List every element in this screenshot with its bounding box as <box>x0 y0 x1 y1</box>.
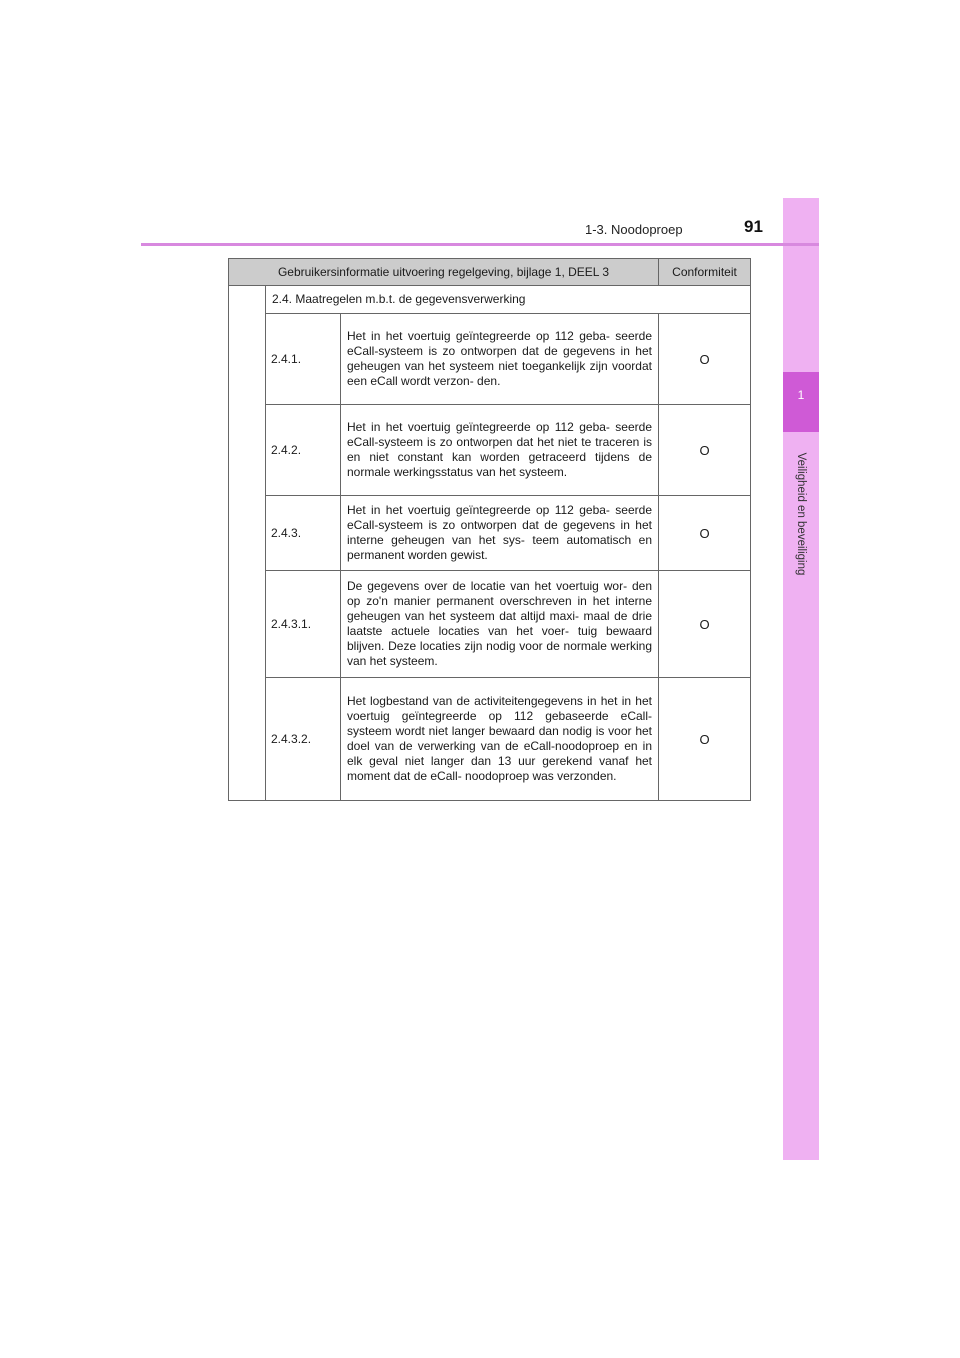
table-header-row <box>229 259 751 286</box>
header-rule <box>141 243 819 246</box>
regulation-table <box>228 258 751 801</box>
table-row <box>229 405 751 496</box>
row-number: 2.4.3.2. <box>266 678 341 801</box>
row-conformity: O <box>659 678 751 801</box>
group-title: 2.4. Maatregelen m.b.t. de gegevensverwerking <box>266 286 751 314</box>
row-number: 2.4.3. <box>266 496 341 571</box>
row-number: 2.4.3.1. <box>266 571 341 678</box>
page-number: 91 <box>744 217 763 236</box>
row-conformity: O <box>659 496 751 571</box>
column-header-conformity: Conformiteit <box>659 259 751 286</box>
row-text: Het in het voertuig geïntegreerde op 112 geba- seerde eCall-systeem is zo ontworpen dat de gegevens in het geheugen van het systeem niet toegankelijk zijn voordat een eCall wordt verzon- den. <box>341 314 659 405</box>
row-conformity: O <box>659 405 751 496</box>
chapter-title: Veiligheid en beveiliging <box>795 452 807 576</box>
table-row <box>229 678 751 801</box>
row-text: Het in het voertuig geïntegreerde op 112 geba- seerde eCall-systeem is zo ontworpen dat het niet te traceren is en niet constant kan worden getraceerd tijdens de normale werkingsstatus van het systeem. <box>341 405 659 496</box>
row-conformity: O <box>659 314 751 405</box>
column-header-info: Gebruikersinformatie uitvoering regelgeving, bijlage 1, DEEL 3 <box>229 259 659 286</box>
table-row <box>229 571 751 678</box>
row-number: 2.4.2. <box>266 405 341 496</box>
row-conformity: O <box>659 571 751 678</box>
row-text: De gegevens over de locatie van het voertuig wor- den op zo'n manier permanent overschreven in het interne geheugen van het systeem dat altijd maxi- maal de drie laatste actuele locaties van het voer- tuig bewaard blijven. Deze locaties zijn nodig voor de normale werking van het systeem. <box>341 571 659 678</box>
table-row <box>229 496 751 571</box>
section-title: 1-3. Noodoproep <box>585 222 683 237</box>
chapter-indicator <box>783 372 819 432</box>
chapter-side-tab <box>783 198 819 1160</box>
row-text: Het logbestand van de activiteitengegevens in het in het voertuig geïntegreerde op 112 gebaseerde eCall-systeem wordt niet langer bewaard dan nodig is voor het doel van de verwerking van de eCall-noodoproep en in elk geval niet langer dan 13 uur gerekend vanaf het moment dat de eCall- noodoproep was verzonden. <box>341 678 659 801</box>
row-number: 2.4.1. <box>266 314 341 405</box>
indent-cell <box>229 286 266 801</box>
table-row <box>229 314 751 405</box>
chapter-number: 1 <box>797 388 805 402</box>
group-row <box>229 286 751 314</box>
row-text: Het in het voertuig geïntegreerde op 112 geba- seerde eCall-systeem is zo ontworpen dat de gegevens in het interne geheugen van het sys- teem automatisch en permanent worden gewist. <box>341 496 659 571</box>
